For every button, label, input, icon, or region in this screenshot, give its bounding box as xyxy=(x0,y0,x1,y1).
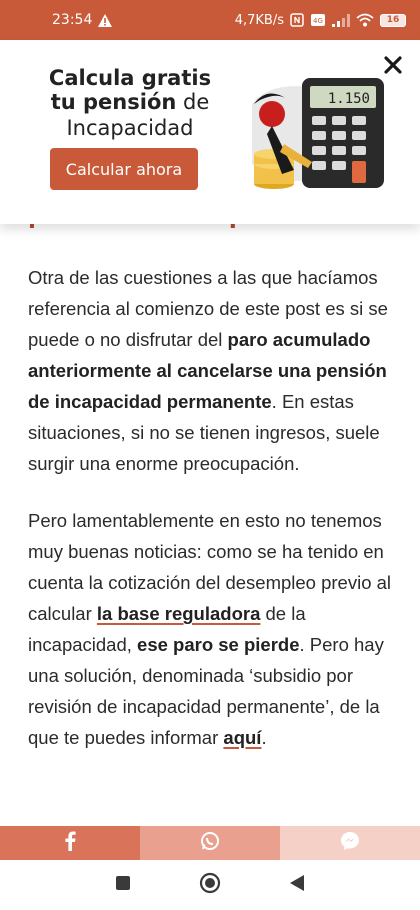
calculate-button[interactable]: Calcular ahora xyxy=(50,148,198,190)
base-reguladora-link[interactable]: la base reguladora xyxy=(96,603,261,624)
paragraph-2-bold: ese paro se pierde xyxy=(137,634,300,655)
home-icon xyxy=(199,872,221,898)
back-icon xyxy=(289,874,305,896)
home-button[interactable] xyxy=(198,873,222,897)
calculator-display: 1.150 xyxy=(327,91,370,107)
signal-icon xyxy=(332,14,350,27)
wifi-icon xyxy=(356,13,374,27)
whatsapp-icon xyxy=(200,831,220,855)
paragraph-2-text-d: . xyxy=(261,727,267,748)
status-time: 23:54 xyxy=(52,12,93,28)
promo-title-line2: de xyxy=(176,90,210,114)
promo-title-line1: Calcula gratis xyxy=(48,66,212,90)
promo-title-line3: Incapacidad xyxy=(66,116,194,140)
paragraph-1-text-b: . En estas situaciones, si no se tienen ingresos, suele surgir una enorme preocupación. xyxy=(28,391,380,474)
paragraph-1 xyxy=(28,262,396,479)
battery-icon: 16 xyxy=(380,14,406,27)
recents-icon xyxy=(115,875,131,895)
status-bar xyxy=(0,0,420,40)
status-right xyxy=(235,13,406,28)
paragraph-1-bold: paro acumulado anteriormente al cancelarse una pensión de incapacidad permanente xyxy=(28,329,387,412)
paragraph-2-text-b: de la incapacidad, xyxy=(28,603,306,655)
article-content xyxy=(28,200,396,753)
svg-text:4G: 4G xyxy=(313,17,323,25)
promo-title xyxy=(30,66,230,140)
calculator-illustration xyxy=(232,74,388,194)
messenger-icon xyxy=(340,831,360,855)
promo-banner xyxy=(0,40,420,224)
recents-button[interactable] xyxy=(111,873,135,897)
share-messenger-button[interactable] xyxy=(280,826,420,860)
aqui-link[interactable]: aquí xyxy=(223,727,262,748)
paragraph-2-text-a: Pero lamentablemente en esto no tenemos muy buenas noticias: como se ha tenido en cuenta la cotización del desempleo previo al calcular xyxy=(28,510,392,624)
paragraph-2 xyxy=(28,505,396,753)
network-speed: 4,7KB/s xyxy=(234,12,284,28)
promo-title-line2-bold: tu pensión xyxy=(50,90,177,114)
paragraph-2-text-c: . Pero hay una solución, denominada ‘subsidio por revisión de incapacidad permanente’, de la que te puedes informar xyxy=(28,634,384,748)
warning-icon xyxy=(98,14,112,27)
nfc-icon xyxy=(290,13,304,27)
status-left xyxy=(52,12,112,28)
navigation-bar xyxy=(0,860,420,910)
share-whatsapp-button[interactable] xyxy=(140,826,280,860)
share-bar xyxy=(0,826,420,860)
facebook-icon xyxy=(64,831,76,855)
back-button[interactable] xyxy=(285,873,309,897)
paragraph-1-text-a: Otra de las cuestiones a las que hacíamos referencia al comienzo de este post es si se puede o no disfrutar del xyxy=(28,267,388,350)
share-facebook-button[interactable] xyxy=(0,826,140,860)
volte-icon xyxy=(310,13,326,27)
